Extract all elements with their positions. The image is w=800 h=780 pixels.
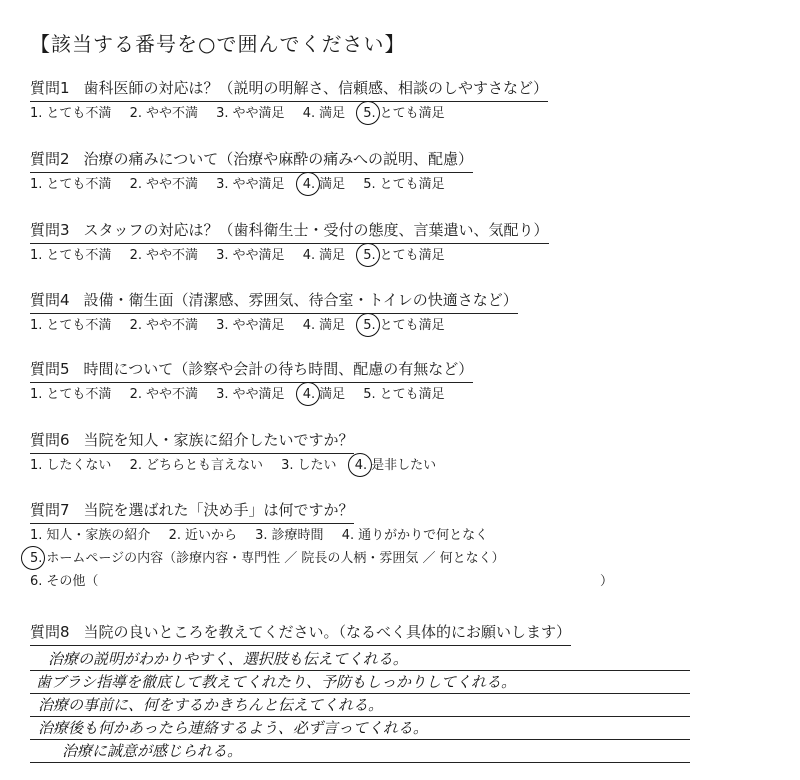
option-1[interactable]: 1. とても不満 — [30, 106, 112, 121]
question-5 — [30, 359, 670, 404]
option-2[interactable]: 2. やや不満 — [129, 387, 198, 402]
question-5-title — [30, 360, 473, 383]
answer-line-4: 治療後も何かあったら連絡するよう、必ず言ってくれる。 — [30, 717, 690, 740]
answer-line-5: 治療に誠意が感じられる。 — [30, 740, 690, 763]
option-3[interactable]: 3. やや満足 — [216, 387, 285, 402]
question-1-options — [30, 105, 670, 123]
question-2-title — [30, 150, 473, 173]
question-7-title — [30, 501, 354, 524]
option-4[interactable]: 4. 通りがかりで何となく — [341, 528, 489, 543]
question-2-options — [30, 176, 670, 194]
question-4 — [30, 290, 670, 335]
option-3[interactable]: 3. したい — [281, 458, 337, 473]
option-5[interactable]: 5. とても満足 — [363, 387, 445, 402]
option-3[interactable]: 3. やや満足 — [216, 318, 285, 333]
question-text: 当院を選ばれた「決め手」は何ですか？ — [83, 501, 354, 519]
answer-line-2: 歯ブラシ指導を徹底して教えてくれたり、予防もしっかりしてくれる。 — [30, 671, 690, 694]
question-label: 質問6 — [30, 431, 70, 449]
option-3[interactable]: 3. やや満足 — [216, 106, 285, 121]
question-7 — [30, 500, 670, 591]
option-1[interactable]: 1. とても不満 — [30, 248, 112, 263]
question-3-title — [30, 221, 549, 244]
answer-lines — [30, 648, 690, 763]
question-label: 質問3 — [30, 221, 70, 239]
other-close-paren: ） — [600, 574, 614, 589]
option-2[interactable]: 2. やや不満 — [129, 318, 198, 333]
question-text: 治療の痛みについて（治療や麻酔の痛みへの説明、配慮） — [83, 150, 473, 168]
question-text: 時間について（診察や会計の待ち時間、配慮の有無など） — [83, 360, 474, 378]
option-1[interactable]: 1. とても不満 — [30, 318, 112, 333]
option-4-selected[interactable]: 4. 是非したい — [354, 458, 437, 473]
option-2[interactable]: 2. どちらとも言えない — [129, 458, 263, 473]
question-2 — [30, 149, 670, 194]
question-label: 質問8 — [30, 623, 70, 641]
question-1-title — [30, 79, 548, 102]
question-6-options — [30, 457, 670, 475]
question-7-options — [30, 527, 670, 591]
option-1[interactable]: 1. したくない — [30, 458, 112, 473]
question-4-options — [30, 317, 670, 335]
option-1[interactable]: 1. 知人・家族の紹介 — [30, 528, 151, 543]
option-5-selected[interactable]: 5. とても満足 — [363, 106, 445, 121]
question-3-options — [30, 247, 670, 265]
option-2[interactable]: 2. やや不満 — [129, 177, 198, 192]
option-4-selected[interactable]: 4. 満足 — [302, 387, 346, 402]
option-4[interactable]: 4. 満足 — [302, 318, 346, 333]
question-label: 質問5 — [30, 360, 70, 378]
option-5-selected[interactable]: 5. とても満足 — [363, 318, 445, 333]
question-5-options — [30, 386, 670, 404]
option-4[interactable]: 4. 満足 — [302, 248, 346, 263]
option-3[interactable]: 3. やや満足 — [216, 177, 285, 192]
question-text: 設備・衛生面（清潔感、雰囲気、待合室・トイレの快適さなど） — [83, 291, 518, 309]
question-6 — [30, 430, 670, 475]
question-text: 当院の良いところを教えてください。（なるべく具体的にお願いします） — [83, 623, 572, 641]
option-3[interactable]: 3. 診療時間 — [255, 528, 324, 543]
question-text: スタッフの対応は？（歯科衛生士・受付の態度、言葉遣い、気配り） — [83, 221, 549, 239]
question-label: 質問1 — [30, 79, 70, 97]
option-3[interactable]: 3. やや満足 — [216, 248, 285, 263]
option-4[interactable]: 4. 満足 — [302, 106, 346, 121]
option-1[interactable]: 1. とても不満 — [30, 387, 112, 402]
option-5[interactable]: 5. とても満足 — [363, 177, 445, 192]
page-title: 【該当する番号を○で囲んでください】 — [30, 32, 406, 56]
option-1[interactable]: 1. とても不満 — [30, 177, 112, 192]
option-4-selected[interactable]: 4. 満足 — [302, 177, 346, 192]
question-label: 質問7 — [30, 501, 70, 519]
answer-line-1: 治療の説明がわかりやすく、選択肢も伝えてくれる。 — [30, 648, 690, 671]
question-8 — [30, 622, 670, 646]
question-1 — [30, 78, 670, 123]
option-5-selected[interactable]: 5. ホームページの内容（診療内容・専門性 ／ 院長の人柄・雰囲気 ／ 何となく） — [30, 551, 505, 566]
option-6[interactable]: 6. その他（ — [30, 574, 99, 589]
option-2[interactable]: 2. やや不満 — [129, 106, 198, 121]
option-2[interactable]: 2. 近いから — [168, 528, 237, 543]
option-5-selected[interactable]: 5. とても満足 — [363, 248, 445, 263]
question-label: 質問2 — [30, 150, 70, 168]
question-8-title — [30, 623, 571, 646]
question-4-title — [30, 291, 518, 314]
question-text: 歯科医師の対応は？（説明の明解さ、信頼感、相談のしやすさなど） — [83, 79, 548, 97]
option-2[interactable]: 2. やや不満 — [129, 248, 198, 263]
question-text: 当院を知人・家族に紹介したいですか？ — [83, 431, 354, 449]
question-label: 質問4 — [30, 291, 70, 309]
answer-line-3: 治療の事前に、何をするかきちんと伝えてくれる。 — [30, 694, 690, 717]
question-3 — [30, 220, 670, 265]
question-6-title — [30, 431, 354, 454]
